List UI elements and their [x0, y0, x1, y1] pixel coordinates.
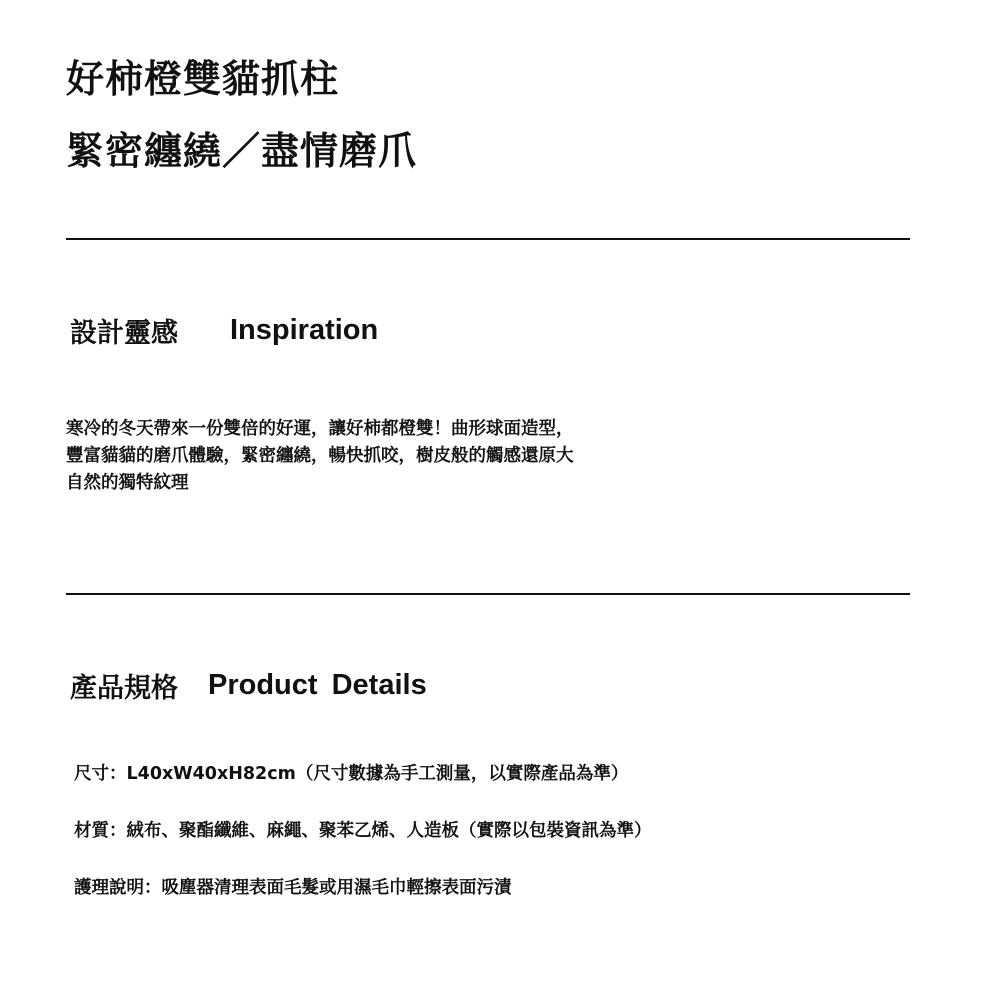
- inspiration-line: 豐富貓貓的磨爪體驗，緊密纏繞，暢快抓咬，樹皮般的觸感還原大: [66, 446, 574, 466]
- spec-material: 材質：絨布、聚酯纖維、麻繩、聚苯乙烯、人造板（實際以包裝資訊為準）: [74, 821, 652, 841]
- inspiration-heading: [70, 310, 378, 350]
- inspiration-heading-zh: 設計靈感: [70, 317, 178, 349]
- spec-care: 護理說明：吸塵器清理表面毛髮或用濕毛巾輕擦表面污漬: [74, 878, 512, 898]
- spec-size: 尺寸：L40xW40xH82cm（尺寸數據為手工測量，以實際產品為準）: [74, 764, 629, 784]
- details-heading-zh: 產品規格: [70, 672, 178, 704]
- details-heading-en: Product Details: [208, 668, 427, 701]
- page-title: 好柿橙雙貓抓柱: [66, 57, 340, 101]
- details-heading: [70, 665, 427, 705]
- divider: [66, 593, 910, 595]
- inspiration-heading-en: Inspiration: [230, 313, 379, 346]
- inspiration-text: [66, 416, 766, 497]
- inspiration-line: 自然的獨特紋理: [66, 473, 189, 493]
- inspiration-line: 寒冷的冬天帶來一份雙倍的好運，讓好柿都橙雙！曲形球面造型，: [66, 419, 574, 439]
- page-subtitle: 緊密纏繞／盡情磨爪: [66, 129, 418, 173]
- divider: [66, 238, 910, 240]
